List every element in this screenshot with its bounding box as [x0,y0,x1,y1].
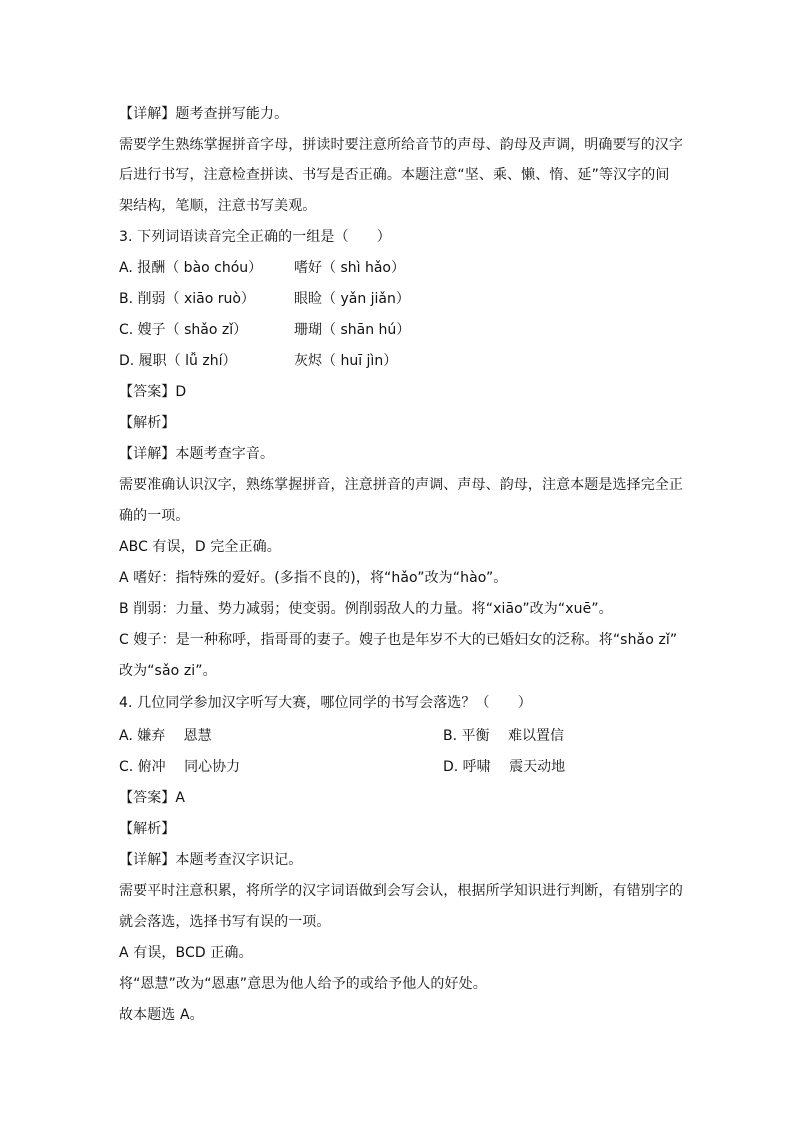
q4-option-c: C. 俯冲 同心协力 [119,759,241,775]
detail-heading-q2: 【详解】题考查拼写能力。 [119,106,289,122]
q3-detail-heading: 【详解】本题考查字音。 [119,446,275,462]
paragraph-line: 架结构，笔顺，注意书写美观。 [119,198,317,214]
q4-summary: A 有误，BCD 正确。 [119,945,253,961]
q3-option-d-left: D. 履职（ lǚ zhí） [119,353,237,369]
q3-summary: ABC 有误，D 完全正确。 [119,539,281,555]
paragraph-line: 就会落选，选择书写有误的一项。 [119,914,331,930]
q3-option-a-left: A. 报酬（ bào chóu） [119,260,263,276]
q3-option-b-right: 眼睑（ yǎn jiǎn） [294,291,410,307]
q3-option-d-right: 灰烬（ huī jìn） [294,353,398,369]
q3-note-b: B 削弱：力量、势力减弱；使变弱。例削弱敌人的力量。将“xiāo”改为“xuē”。 [119,601,613,617]
question-3-stem: 3. 下列词语读音完全正确的一组是（ ） [119,229,391,245]
q4-analysis-heading: 【解析】 [119,821,176,837]
q4-detail-heading: 【详解】本题考查汉字识记。 [119,852,303,868]
paragraph-line: 需要学生熟练掌握拼音字母，拼读时要注意所给音节的声母、韵母及声调，明确要写的汉字 [119,137,683,153]
q3-option-a-right: 嗜好（ shì hǎo） [294,260,405,276]
q4-option-a: A. 嫌弃 恩慧 [119,728,212,744]
q3-answer: 【答案】D [119,384,187,400]
q3-note-c: C 嫂子：是一种称呼，指哥哥的妻子。嫂子也是年岁不大的已婚妇女的泛称。将“shǎo zǐ” [119,632,678,648]
q3-note-a: A 嗜好：指特殊的爱好。(多指不良的)，将“hǎo”改为“hào”。 [119,570,508,586]
q4-conclusion: 故本题选 A。 [119,1007,204,1023]
q3-option-c-right: 珊瑚（ shān hú） [294,322,411,338]
paragraph-line: 需要准确认识汉字，熟练掌握拼音，注意拼音的声调、声母、韵母，注意本题是选择完全正 [119,477,683,493]
paragraph-line: 后进行书写，注意检查拼读、书写是否正确。本题注意“坚、乘、懒、惰、延”等汉字的间 [119,167,670,183]
q4-option-d: D. 呼啸 震天动地 [443,759,566,775]
q3-option-b-left: B. 削弱（ xiāo ruò） [119,291,255,307]
paragraph-line: 需要平时注意积累，将所学的汉字词语做到会写会认，根据所学知识进行判断，有错别字的 [119,883,683,899]
q4-fix: 将“恩慧”改为“恩惠”意思为他人给予的或给予他人的好处。 [119,976,487,992]
q4-answer: 【答案】A [119,790,186,806]
paragraph-line: 确的一项。 [119,508,190,524]
q3-note-c-cont: 改为“sǎo zi”。 [119,663,217,679]
q3-option-c-left: C. 嫂子（ shǎo zǐ） [119,322,248,338]
q3-analysis-heading: 【解析】 [119,415,176,431]
question-4-stem: 4. 几位同学参加汉字听写大赛，哪位同学的书写会落选？（ ） [119,695,532,711]
q4-option-b: B. 平衡 难以置信 [443,728,564,744]
